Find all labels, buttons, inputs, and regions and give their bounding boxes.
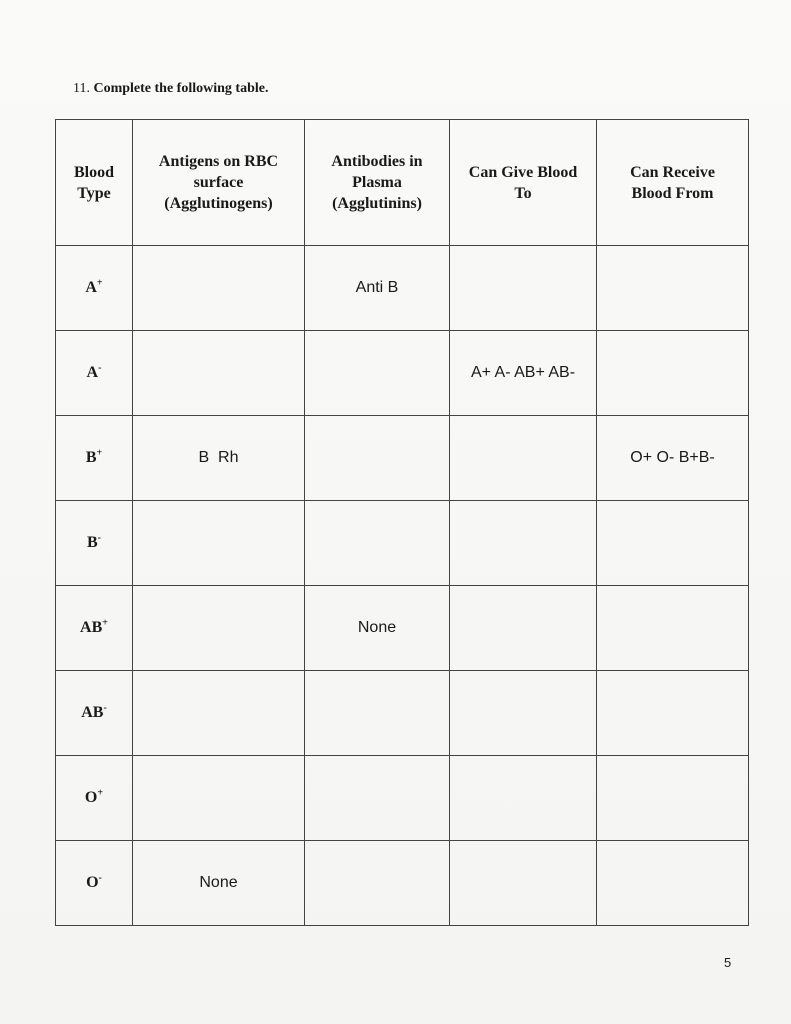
blood-type-cell	[56, 756, 133, 841]
table-row	[56, 331, 749, 416]
antibodies-cell[interactable]	[305, 841, 450, 926]
antigens-cell[interactable]	[133, 671, 305, 756]
header-blood-type: Blood Type	[56, 120, 133, 246]
antigens-cell[interactable]: B Rh	[133, 416, 305, 501]
can-receive-cell[interactable]	[597, 756, 749, 841]
rh-sign: +	[102, 617, 108, 629]
blood-type-cell	[56, 671, 133, 756]
can-give-cell[interactable]	[450, 501, 597, 586]
header-can-receive: Can Receive Blood From	[597, 120, 749, 246]
table-row	[56, 671, 749, 756]
blood-type-cell	[56, 586, 133, 671]
can-give-cell[interactable]: A+ A- AB+ AB-	[450, 331, 597, 416]
antigens-cell[interactable]	[133, 331, 305, 416]
rh-sign: -	[98, 872, 102, 884]
antibodies-cell[interactable]: None	[305, 586, 450, 671]
blood-type-letter: A	[86, 364, 99, 381]
table-row	[56, 586, 749, 671]
blood-type-letter: AB	[81, 704, 104, 721]
blood-type-cell	[56, 331, 133, 416]
can-receive-cell[interactable]	[597, 501, 749, 586]
antigens-cell[interactable]	[133, 586, 305, 671]
table-row	[56, 841, 749, 926]
table-row	[56, 246, 749, 331]
rh-sign: +	[96, 447, 103, 459]
blood-type-cell	[56, 501, 133, 586]
rh-sign: +	[96, 277, 103, 289]
antigens-cell[interactable]: None	[133, 841, 305, 926]
blood-type-table	[55, 119, 749, 926]
blood-type-letter: O	[84, 789, 98, 806]
blood-type-letter: O	[86, 874, 99, 891]
blood-type-cell	[56, 416, 133, 501]
antibodies-cell[interactable]	[305, 501, 450, 586]
blood-type-letter: A	[85, 279, 97, 296]
can-receive-cell[interactable]	[597, 331, 749, 416]
can-receive-cell[interactable]	[597, 671, 749, 756]
can-receive-cell[interactable]	[597, 246, 749, 331]
blood-type-cell	[56, 841, 133, 926]
question-prompt	[73, 81, 268, 97]
rh-sign: -	[97, 532, 101, 544]
table-row	[56, 501, 749, 586]
antibodies-cell[interactable]: Anti B	[305, 246, 450, 331]
can-receive-cell[interactable]	[597, 841, 749, 926]
header-can-give: Can Give Blood To	[450, 120, 597, 246]
table-row	[56, 756, 749, 841]
question-number: 11.	[73, 81, 90, 96]
antigens-cell[interactable]	[133, 501, 305, 586]
header-antigens: Antigens on RBC surface (Agglutinogens)	[133, 120, 305, 246]
antibodies-cell[interactable]	[305, 416, 450, 501]
can-give-cell[interactable]	[450, 756, 597, 841]
blood-type-cell	[56, 246, 133, 331]
blood-type-letter: AB	[80, 619, 103, 636]
can-give-cell[interactable]	[450, 416, 597, 501]
antigens-cell[interactable]	[133, 246, 305, 331]
rh-sign: -	[98, 362, 102, 374]
can-give-cell[interactable]	[450, 671, 597, 756]
can-receive-cell[interactable]: O+ O- B+B-	[597, 416, 749, 501]
can-give-cell[interactable]	[450, 246, 597, 331]
rh-sign: +	[97, 787, 104, 799]
antibodies-cell[interactable]	[305, 671, 450, 756]
antigens-cell[interactable]	[133, 756, 305, 841]
question-text: Complete the following table.	[93, 81, 269, 96]
page-number: 5	[724, 955, 732, 970]
antibodies-cell[interactable]	[305, 756, 450, 841]
can-receive-cell[interactable]	[597, 586, 749, 671]
header-antibodies: Antibodies in Plasma (Agglutinins)	[305, 120, 450, 246]
can-give-cell[interactable]	[450, 841, 597, 926]
antibodies-cell[interactable]	[305, 331, 450, 416]
table-row	[56, 416, 749, 501]
rh-sign: -	[103, 702, 107, 714]
blood-type-letter: B	[86, 534, 98, 551]
can-give-cell[interactable]	[450, 586, 597, 671]
table-header-row	[56, 120, 749, 246]
blood-type-letter: B	[85, 449, 97, 466]
